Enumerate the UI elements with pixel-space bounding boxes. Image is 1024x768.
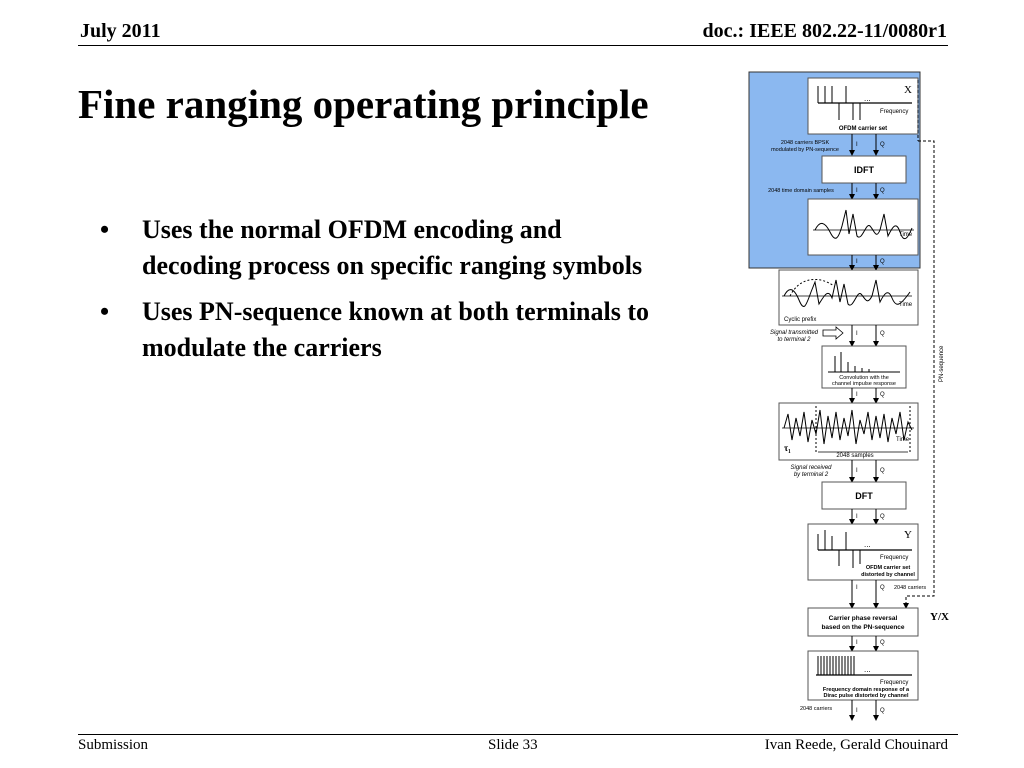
signal-received-line2: by terminal 2 bbox=[793, 472, 829, 478]
i-label: I bbox=[856, 585, 858, 591]
distorted-line1: OFDM carrier set bbox=[865, 565, 911, 571]
time-label: Time bbox=[896, 437, 910, 443]
q-label: Q bbox=[880, 142, 885, 148]
i-label: I bbox=[856, 259, 858, 265]
ellipsis-text: ... bbox=[864, 540, 871, 549]
bpsk-label-line2: modulated by PN-sequence bbox=[771, 147, 839, 153]
tau-label: τ₁ bbox=[784, 443, 791, 453]
i-label: I bbox=[856, 188, 858, 194]
footer-submission: Submission bbox=[78, 737, 149, 753]
carriers-2048-label: 2048 carriers bbox=[800, 706, 833, 712]
bullet-text: Uses the normal OFDM encoding and decoding process on specific ranging symbols bbox=[142, 215, 643, 280]
q-label: Q bbox=[880, 640, 885, 646]
bullet-item bbox=[98, 212, 658, 284]
q-label: Q bbox=[880, 392, 885, 398]
bullet-list bbox=[98, 212, 658, 376]
i-label: I bbox=[856, 708, 858, 714]
i-label: I bbox=[856, 468, 858, 474]
distorted-line2: distorted by channel bbox=[861, 572, 915, 578]
i-label: I bbox=[856, 142, 858, 148]
convolution-line1: Convolution with the bbox=[839, 375, 889, 381]
signal-received-line1: Signal received bbox=[790, 465, 832, 471]
cyclic-prefix-label: Cyclic prefix bbox=[784, 317, 817, 323]
q-label: Q bbox=[880, 585, 885, 591]
signal-transmitted-line2: to terminal 2 bbox=[777, 337, 811, 343]
bullet-marker: • bbox=[100, 297, 110, 326]
yx-label: Y/X bbox=[930, 611, 949, 623]
ellipsis-text: ... bbox=[864, 94, 871, 103]
slide-title: Fine ranging operating principle bbox=[78, 81, 649, 127]
q-label: Q bbox=[880, 331, 885, 337]
signal-transmitted-line1: Signal transmitted bbox=[769, 330, 819, 336]
dft-label: DFT bbox=[855, 491, 873, 501]
i-label: I bbox=[856, 392, 858, 398]
bpsk-label-line1: 2048 carriers BPSK bbox=[780, 140, 830, 146]
ellipsis-text: ... bbox=[864, 665, 871, 674]
q-label: Q bbox=[880, 514, 885, 520]
frequency-label: Frequency bbox=[880, 680, 909, 686]
q-label: Q bbox=[880, 188, 885, 194]
time-label: Time bbox=[899, 232, 913, 238]
time-waveform-box bbox=[808, 199, 918, 255]
q-label: Q bbox=[880, 708, 885, 714]
header-doc-id: doc.: IEEE 802.22-11/0080r1 bbox=[702, 20, 947, 42]
frequency-label: Frequency bbox=[880, 109, 909, 115]
i-label: I bbox=[856, 640, 858, 646]
bullet-text: Uses PN-sequence known at both terminals to modulate the carriers bbox=[142, 297, 649, 362]
ofdm-carrier-set-label: OFDM carrier set bbox=[838, 126, 888, 132]
y-label: Y bbox=[904, 529, 912, 541]
bullet-marker: • bbox=[100, 215, 110, 244]
freq-response-line2: Dirac pulse distorted by channel bbox=[823, 693, 909, 699]
footer-slide-number: Slide 33 bbox=[488, 737, 538, 753]
freq-response-line1: Frequency domain response of a bbox=[822, 687, 910, 693]
samples-2048-label: 2048 samples bbox=[836, 453, 874, 459]
idft-label: IDFT bbox=[854, 165, 874, 175]
i-label: I bbox=[856, 331, 858, 337]
fine-ranging-block-diagram bbox=[740, 68, 960, 723]
footer-authors: Ivan Reede, Gerald Chouinard bbox=[764, 737, 948, 753]
header-date: July 2011 bbox=[80, 20, 161, 42]
frequency-label: Frequency bbox=[880, 555, 909, 561]
carriers-2048-label: 2048 carriers bbox=[894, 585, 927, 591]
reversal-line2: based on the PN-sequence bbox=[821, 624, 905, 631]
i-label: I bbox=[856, 514, 858, 520]
transmit-arrow-shape bbox=[823, 327, 843, 339]
time-label: Time bbox=[899, 302, 913, 308]
bullet-item bbox=[98, 294, 658, 366]
reversal-line1: Carrier phase reversal bbox=[828, 615, 898, 622]
header-rule bbox=[78, 45, 948, 46]
x-label: X bbox=[904, 84, 912, 96]
carrier-phase-reversal-box bbox=[808, 608, 918, 636]
q-label: Q bbox=[880, 259, 885, 265]
footer-rule bbox=[78, 734, 958, 735]
time-domain-samples-label: 2048 time domain samples bbox=[768, 188, 834, 194]
convolution-line2: channel impulse response bbox=[832, 381, 896, 387]
pn-sequence-label: PN-sequence bbox=[939, 345, 945, 382]
q-label: Q bbox=[880, 468, 885, 474]
